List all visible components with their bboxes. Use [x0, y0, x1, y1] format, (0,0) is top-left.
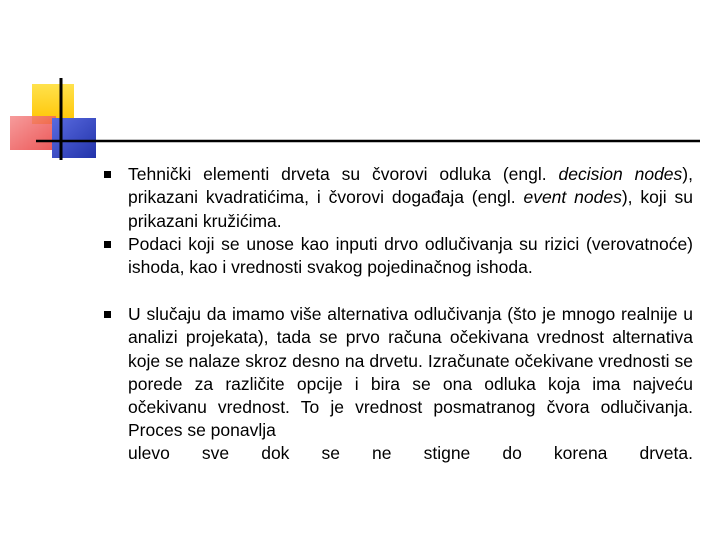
- bullet-marker: [104, 311, 111, 318]
- bullet-text-3: U slučaju da imamo više alternativa odlučivanja (što je mnogo realnije u analizi projekata), tada se prvo računa očekivana vrednost alternativa koje se nalaze skroz desno na drvetu. Izračunate očekivane vrednosti se porede za različite opcije i bira se ona odluka koja ima najveću očekivanu vrednost. To je vrednost posmatranog čvora odlučivanja. Proces se ponavlja: [128, 304, 693, 441]
- bullet-marker: [104, 171, 111, 178]
- bullet-marker: [104, 241, 111, 248]
- bullet-text-2: Podaci koji se unose kao inputi drvo odlučivanja su rizici (verovatnoće) ishoda, kao i vrednosti svakog pojedinačnog ishoda.: [128, 234, 693, 278]
- bullet-text-1: Tehnički elementi drveta su čvorovi odluka (engl. decision nodes), prikazani kvadratićima, i čvorovi događaja (engl. event nodes), koji su prikazani kružićima.: [128, 164, 694, 231]
- bullet-text-3-final-line: ulevo sve dok se ne stigne do korena drveta.: [128, 443, 693, 463]
